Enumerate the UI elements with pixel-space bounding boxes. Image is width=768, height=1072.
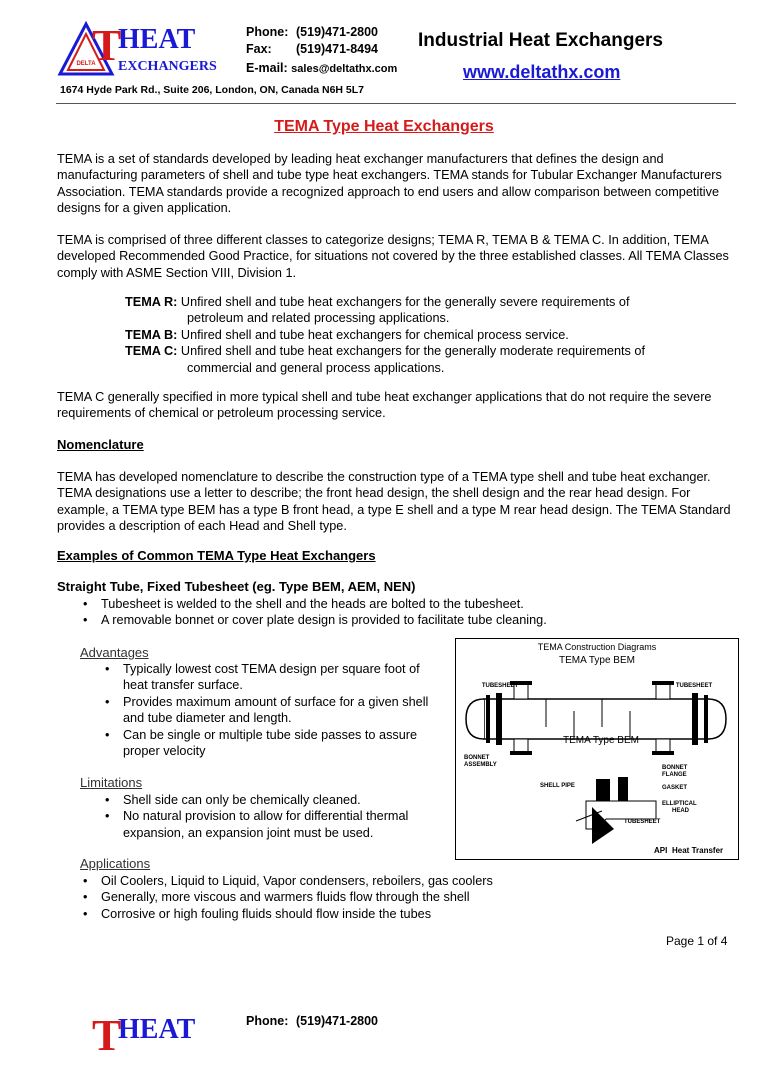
svg-text:HEAT: HEAT (118, 1014, 196, 1045)
logo-t-letter: T (92, 21, 122, 70)
applications-list (79, 873, 739, 922)
list-item: • Can be single or multiple tube side passes to assure proper velocity (101, 727, 431, 760)
phone-label: Phone: (246, 25, 289, 39)
intro-paragraph-2: TEMA is comprised of three different classes to categorize designs; TEMA R, TEMA B & TEMA C. In addition, TEMA developed Recommended Good Practice, for situations not covered by the three established classes. All TEMA Classes comply with ASME Section VIII, Division 1. (57, 233, 729, 280)
logo-heat-text: HEAT (118, 24, 196, 55)
list-item: • Provides maximum amount of surface for a given shell and tube diameter and length. (101, 694, 431, 727)
email-link[interactable]: sales@deltathx.com (291, 63, 398, 75)
logo-exchangers-text: EXCHANGERS (118, 59, 217, 74)
phone-number[interactable]: (519)471-2800 (296, 25, 379, 39)
limitations-list (101, 792, 441, 841)
intro-paragraph-1: TEMA is a set of standards developed by leading heat exchanger manufacturers that defines the design and manufacturing parameters of shell and tube type heat exchangers. TEMA stands for Tubular Exchanger Manufacturers Association. TEMA standards provide a recognized approach to end users and allow comparison between competitive designs for a given application. (57, 152, 722, 216)
label-tubesheet-bottom: TUBESHEET (624, 819, 661, 825)
fax-label: Fax: (246, 42, 272, 56)
list-item: • Shell side can only be chemically cleaned. (101, 792, 441, 808)
email-label: E-mail: (246, 61, 288, 75)
intro-paragraph-3: TEMA C generally specified in more typical shell and tube heat exchanger applications that do not require the severe requirements of chemical or petroleum processing service. (57, 390, 712, 421)
page-number: Page 1 of 4 (666, 934, 728, 948)
nozzle-flange-shape (510, 751, 532, 755)
diagram-credit-api: API (654, 846, 668, 855)
svg-text:T: T (92, 1011, 122, 1060)
svg-text:ASSEMBLY: ASSEMBLY (464, 762, 497, 768)
svg-text:HEAD: HEAD (672, 808, 690, 814)
phone-line (246, 24, 378, 41)
list-item: • Tubesheet is welded to the shell and the heads are bolted to the tubesheet. (79, 596, 739, 612)
list-item: • Typically lowest cost TEMA design per square foot of heat transfer surface. (101, 661, 431, 694)
advantages-list (101, 661, 431, 759)
limitations-heading: Limitations (80, 775, 143, 790)
diagram-drawing (456, 639, 738, 859)
next-page-logo-peek (56, 1010, 256, 1060)
label-tubesheet-left: TUBESHEET (481, 683, 519, 689)
delta-heat-logo (56, 20, 246, 82)
right-flange-shape (704, 695, 708, 743)
logo-delta-text: DELTA (76, 61, 96, 67)
label-gasket: GASKET (662, 785, 688, 791)
detail-flange-shape (618, 777, 628, 803)
fax-line (246, 41, 378, 58)
next-page-phone-peek: Phone: (519)471-2800 (246, 1014, 379, 1028)
page-title: TEMA Type Heat Exchangers (274, 118, 494, 135)
straight-tube-bullets (79, 596, 739, 629)
list-item: • A removable bonnet or cover plate design is provided to facilitate tube cleaning. (79, 612, 739, 628)
label-bonnet-flange: BONNET (662, 765, 688, 771)
left-bonnet (466, 699, 484, 739)
left-tubesheet-shape (496, 693, 502, 745)
diagram-center-label: TEMA Type BEM (563, 735, 639, 746)
nozzle-shape (514, 739, 528, 753)
website-link[interactable]: www.deltathx.com (463, 62, 621, 82)
diagram-title: TEMA Construction Diagrams (537, 642, 657, 652)
right-tubesheet-shape (692, 693, 698, 745)
nomenclature-heading: Nomenclature (57, 437, 144, 452)
shell-body (484, 699, 708, 739)
detail-tubesheet-shape (596, 779, 610, 801)
tagline: Industrial Heat Exchangers (418, 30, 663, 51)
nozzle-flange-shape (652, 751, 674, 755)
nozzle-flange-shape (652, 681, 674, 685)
class-b: TEMA B: Unfired shell and tube heat exchangers for chemical process service. (125, 327, 569, 342)
tema-bem-diagram (455, 638, 739, 860)
list-item: • No natural provision to allow for differential thermal expansion, an expansion joint must be used. (101, 808, 441, 841)
diagram-subtitle: TEMA Type BEM (559, 655, 635, 666)
fax-number: (519)471-8494 (296, 42, 379, 56)
examples-heading: Examples of Common TEMA Type Heat Exchangers (57, 548, 376, 563)
diagram-credit-text: Heat Transfer (672, 846, 724, 855)
list-item: • Corrosive or high fouling fluids should flow inside the tubes (79, 906, 739, 922)
straight-tube-heading: Straight Tube, Fixed Tubesheet (eg. Type BEM, AEM, NEN) (57, 579, 416, 594)
delta-heat-logo (56, 1010, 246, 1072)
label-bonnet-assembly: BONNET (464, 755, 490, 761)
applications-heading: Applications (80, 856, 151, 871)
svg-text:FLANGE: FLANGE (662, 772, 687, 778)
tema-classes-list: TEMA R: Unfired shell and tube heat exchangers for the generally severe requirements of petroleum and related processing applications. TEMA B: Unfired shell and tube heat exchangers for chemical process service. TEMA C: Unfired shell and tube heat exchangers for the generally moderate requirements of commercial and general process applications. (125, 294, 725, 376)
nomenclature-paragraph: TEMA has developed nomenclature to describe the construction type of a TEMA type shell and tube heat exchanger. TEMA designations use a letter to describe; the front head design, the shell design and the rear head design. For example, a TEMA type BEM has a type B front head, a type E shell and a type M rear head design. The TEMA Standard provides a description of each Head and Shell type. (57, 470, 731, 534)
nozzle-shape (656, 739, 670, 753)
label-elliptical-head: ELLIPTICAL (662, 801, 697, 807)
label-tubesheet-right: TUBESHEET (675, 683, 713, 689)
nozzle-shape (656, 683, 670, 699)
left-flange-shape (486, 695, 490, 743)
class-r: TEMA R: Unfired shell and tube heat exchangers for the generally severe requirements of (125, 295, 630, 309)
label-shell-pipe: SHELL PIPE (540, 783, 575, 789)
advantages-heading: Advantages (80, 645, 149, 660)
header-divider (56, 103, 736, 104)
list-item: • Generally, more viscous and warmers fluids flow through the shell (79, 889, 739, 905)
address: 1674 Hyde Park Rd., Suite 206, London, ON, Canada N6H 5L7 (60, 84, 365, 96)
right-head (708, 699, 726, 739)
list-item: • Oil Coolers, Liquid to Liquid, Vapor condensers, reboilers, gas coolers (79, 873, 739, 889)
class-c: TEMA C: Unfired shell and tube heat exchangers for the generally moderate requirements of (125, 344, 645, 359)
email-line (246, 60, 397, 78)
